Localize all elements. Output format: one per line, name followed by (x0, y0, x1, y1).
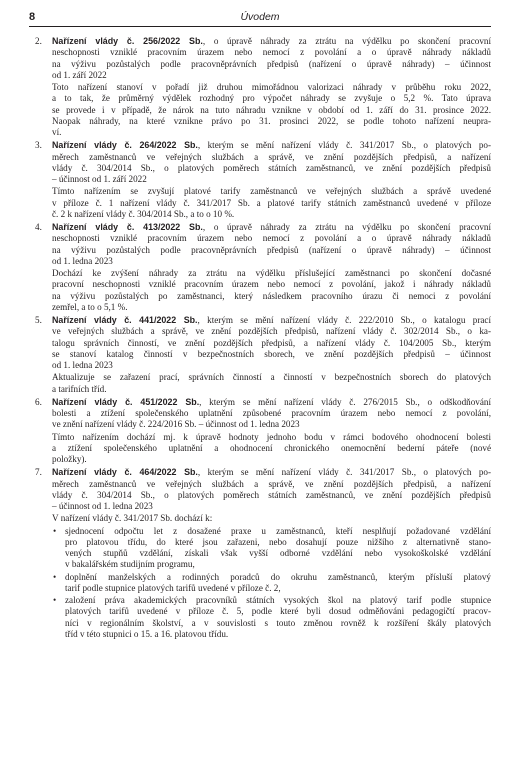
description-line: položky). (52, 454, 87, 464)
page-header (29, 10, 491, 27)
regulation-heading-line: se stanoví katalog činností v bezpečnostních sborech, ve znění pozdějších předpisů – účinnost (52, 348, 491, 359)
regulation-heading-line: od 1. ledna 2023 (52, 360, 113, 370)
bullet-line: založení práva akademických pracovníků státních vysokých škol na platový tarif podle stupnice (65, 595, 491, 605)
bullet-line: pro platovou třídu, do které jsou zařazeni, nebo dosahují pouze nižšího z alternativně stano- (65, 536, 491, 547)
regulation-heading-line: neschopnosti vzniklé pracovním úrazem nebo nemocí z povolání a o úpravě náhrady nákladů (52, 47, 491, 58)
regulation-heading-line: talogu správních činností, ve znění pozdějších předpisů, a nařízení vlády č. 104/2005 Sb., kterým (52, 337, 491, 348)
description-line: Dochází ke zvýšení náhrady za ztrátu na výdělku příslušející zaměstnanci po skončení dočasné (52, 268, 491, 278)
description-line: pracovní neschopnosti vzniklé pracovním úrazem nebo nemocí z povolání, jakož i náhrady nákladů (52, 279, 491, 290)
regulation-heading-text: , kterým se mění nařízení vlády č. 341/2017 Sb., o platových po- (197, 140, 491, 151)
description-line: a ztížení společenského uplatnění a ohodnocení chronického onemocnění bederní páteře (nové (52, 442, 491, 453)
bullet-line: sjednocení odpočtu let z dosažené praxe u zaměstnanců, kteří nesplňují požadované vzdělání (65, 525, 491, 536)
description-line: v příloze č. 1 nařízení vlády č. 341/2017 Sb. a platové tarify státních zaměstnanců uvedené v příloze (52, 197, 491, 208)
regulation-item (29, 467, 491, 640)
regulation-heading-line (52, 222, 491, 233)
regulation-title: Nařízení vlády č. 264/2022 Sb. (52, 140, 198, 151)
bullet-line: níci v regionálním školství, a v souvislosti s touto změnou rovněž k rozšíření škály platových (65, 617, 491, 628)
regulation-description (52, 432, 491, 466)
regulation-heading-line: ve veřejných službách a správě, ve znění pozdějších předpisů, nařízení vlády č. 302/2014 Sb., o ka- (52, 326, 491, 337)
bullet-icon: • (53, 525, 57, 536)
regulation-description (52, 513, 491, 524)
regulation-heading-line: – účinnost od 1. září 2022 (52, 174, 147, 184)
regulation-heading-line: vlády č. 304/2014 Sb., o platových poměrech státních zaměstnanců, ve znění pozdějších předpisů (52, 162, 491, 173)
bullet-item (52, 595, 491, 640)
regulation-heading-line: měrech zaměstnanců ve veřejných službách a správě, ve znění pozdějších předpisů, a nařízení (52, 151, 491, 162)
regulation-title: Nařízení vlády č. 451/2022 Sb. (52, 396, 200, 407)
item-number: 6. (35, 396, 42, 407)
regulation-heading-line (52, 397, 491, 408)
description-line: na výživu pozůstalých po zaměstnanci, který následkem pracovního úrazu či nemoci z povolání (52, 290, 491, 301)
bullet-icon: • (53, 571, 57, 582)
regulation-heading-line: vlády č. 304/2014 Sb., o platových poměrech státních zaměstnanců, ve znění pozdějších předpisů (52, 489, 491, 500)
regulation-heading-text: , o úpravě náhrady za ztrátu na výdělku po skončení pracovní (202, 36, 491, 46)
bullet-line: v bakalářském studijním programu, (65, 559, 195, 570)
description-line: Naopak náhrady, na které vznikne právo po 31. prosinci 2022, se podle tohoto nařízení neupra- (52, 115, 491, 126)
regulation-title: Nařízení vlády č. 256/2022 Sb. (52, 36, 203, 46)
regulation-heading-line (52, 140, 491, 151)
description-line: ví. (52, 127, 62, 137)
description-line: č. 2 k nařízení vlády č. 304/2014 Sb., a to o 10 %. (52, 208, 235, 219)
regulation-heading-line (52, 36, 491, 47)
running-title: Úvodem (240, 11, 280, 23)
item-number: 4. (35, 222, 42, 232)
bullet-icon: • (53, 595, 57, 605)
bullet-line: tarif podle stupnice platových tarifů uvedené v příloze č. 2, (65, 582, 281, 593)
regulation-heading-text: , kterým se mění nařízení vlády č. 341/2017 Sb., o platových po- (197, 467, 491, 478)
regulation-item (29, 36, 491, 138)
description-line: Toto nařízení stanoví v pořadí již druhou mimořádnou valorizaci náhrady v průběhu roku 2022, (52, 82, 491, 92)
regulation-heading-text: , kterým se mění nařízení vlády č. 222/2010 Sb., o katalogu prací (197, 315, 492, 325)
description-line: se provede i v případě, že nárok na tuto náhradu vznikne v období od 1. září do 31. prosince 2022. (52, 104, 491, 115)
regulation-heading-line (52, 467, 491, 478)
regulation-heading-line: na výživu pozůstalých podle pracovněprávních předpisů (nařízení o úpravě náhrady) – účinnost (52, 244, 491, 255)
regulation-heading-line: od 1. září 2022 (52, 69, 107, 80)
regulation-item (29, 397, 491, 466)
regulation-item (29, 222, 491, 313)
bullet-item (52, 526, 491, 571)
regulation-heading-line: na výživu pozůstalých podle pracovněprávních předpisů (nařízení o úpravě náhrady) – účinnost (52, 58, 491, 69)
item-number: 7. (35, 467, 42, 478)
bullet-line: platových tarifů uvedené v příloze č. 5, podle které byli dosud odměňováni pedagogičtí pracov- (65, 606, 491, 617)
regulation-heading-line: bolesti a ztížení společenského uplatnění způsobené pracovním úrazem nebo nemocí z povolání, (52, 408, 491, 418)
description-line: Aktualizuje se zařazení prací, správních činností a činností v bezpečnostních sborech do platových (52, 372, 491, 383)
regulation-heading-line: ve znění nařízení vlády č. 224/2016 Sb. – účinnost od 1. ledna 2023 (52, 419, 300, 430)
regulation-title: Nařízení vlády č. 464/2022 Sb. (52, 467, 198, 478)
regulation-title: Nařízení vlády č. 441/2022 Sb. (52, 315, 198, 325)
description-line: Tímto nařízením se zvyšují platové tarify zaměstnanců ve veřejných službách a správě uvedené (52, 186, 491, 197)
regulation-heading-line: od 1. ledna 2023 (52, 255, 113, 266)
bullet-item (52, 572, 491, 595)
regulation-description (52, 186, 491, 220)
document-body (29, 36, 491, 640)
description-line: a to tak, že průměrný výdělek rozhodný pro výpočet náhrady se zvyšuje o 5,2 %. Tato úprava (52, 93, 491, 104)
bullet-line: vených stupňů vzdělání, získali však vyšší odborné vzdělání nebo vysokoškolské vzdělání (65, 548, 491, 558)
description-line: zemřel, a to o 5,1 %. (52, 301, 128, 312)
regulation-heading-line: měrech zaměstnanců ve veřejných službách a správě, ve znění pozdějších předpisů, a nařízení (52, 478, 491, 489)
regulation-heading-line (52, 315, 491, 326)
regulation-description (52, 82, 491, 138)
item-number: 5. (35, 315, 42, 325)
regulation-description (52, 268, 491, 313)
regulation-heading-line: – účinnost od 1. ledna 2023 (52, 501, 153, 511)
regulation-item (29, 140, 491, 220)
description-line: Tímto nařízením dochází mj. k úpravě hodnoty jednoho bodu v rámci bodového ohodnocení bolesti (52, 431, 491, 442)
bullet-line: doplnění manželských a rodinných poradců do okruhu zaměstnanců, kterým přísluší platový (65, 571, 491, 582)
description-line: a tarifních tříd. (52, 383, 107, 394)
regulation-heading-text: , o úpravě náhrady za ztrátu na výdělku po skončení pracovní (202, 222, 491, 232)
description-line: V nařízení vlády č. 341/2017 Sb. dochází k: (52, 513, 213, 524)
bullet-list (52, 526, 491, 641)
regulation-heading-text: , kterým se mění nařízení vlády č. 276/2015 Sb., o odškodňování (199, 396, 491, 407)
regulation-description (52, 372, 491, 395)
item-number: 2. (35, 36, 42, 46)
regulation-item (29, 315, 491, 395)
regulation-heading-line: neschopnosti vzniklé pracovním úrazem nebo nemocí z povolání a o úpravě náhrady nákladů (52, 233, 491, 244)
page-number: 8 (29, 11, 36, 23)
bullet-line: tříd v této stupnici o 15. a 16. platovou třídu. (65, 628, 229, 639)
regulation-title: Nařízení vlády č. 413/2022 Sb. (52, 222, 203, 232)
item-number: 3. (35, 140, 42, 151)
